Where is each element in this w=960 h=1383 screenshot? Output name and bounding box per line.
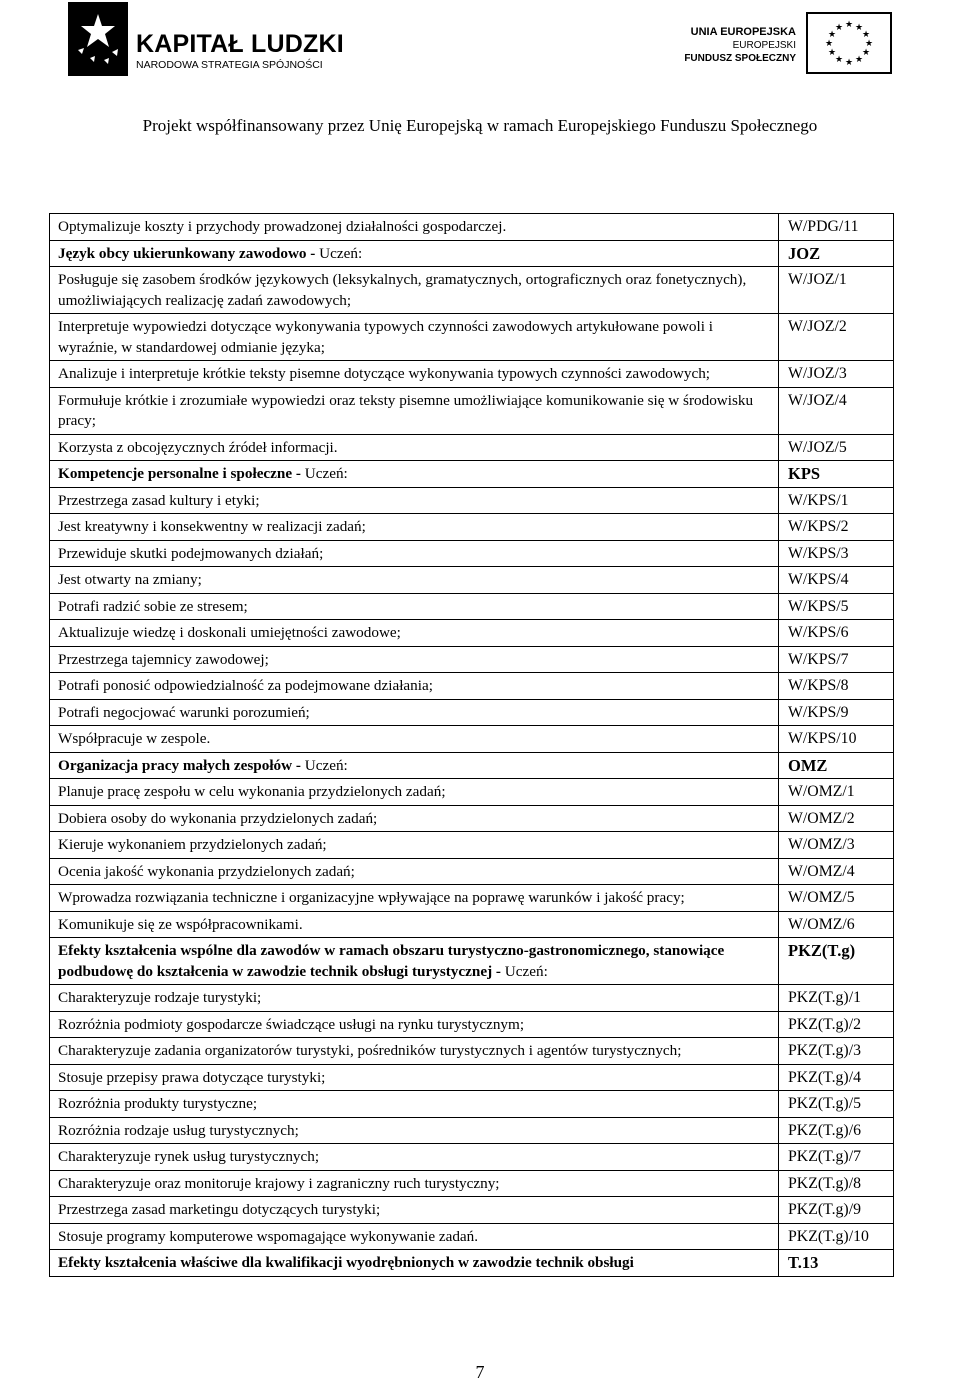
outcome-description: Komunikuje się ze współpracownikami.	[58, 915, 303, 933]
outcome-code: W/OMZ/2	[788, 809, 855, 827]
table-row	[50, 1144, 894, 1171]
outcome-description: Korzysta z obcojęzycznych źródeł informacji.	[58, 438, 338, 456]
outcome-description: Optymalizuje koszty i przychody prowadzonej działalności gospodarczej.	[58, 218, 507, 235]
outcome-description: Przestrzega tajemnicy zawodowej;	[58, 650, 269, 668]
outcome-code-cell	[779, 779, 894, 806]
outcome-description-cell	[50, 214, 779, 241]
svg-text:★: ★	[844, 58, 854, 68]
outcome-description-cell	[50, 985, 779, 1012]
outcome-code-cell	[779, 267, 894, 314]
outcome-description: Potrafi radzić sobie ze stresem;	[58, 597, 248, 615]
table-row	[50, 673, 894, 700]
outcome-code-cell	[779, 1197, 894, 1224]
section-title-cell	[50, 240, 779, 267]
outcome-description-cell	[50, 1117, 779, 1144]
outcome-description-cell	[50, 832, 779, 859]
outcome-description-cell	[50, 567, 779, 594]
svg-text:★: ★	[827, 48, 837, 58]
outcome-code-cell	[779, 646, 894, 673]
eu-logo-line1: UNIA EUROPEJSKA	[690, 26, 796, 38]
outcome-code-cell	[779, 858, 894, 885]
outcome-code: W/JOZ/3	[788, 365, 847, 382]
section-title: Efekty kształcenia właściwe dla kwalifikacji wyodrębnionych w zawodzie technik obsługi	[58, 1254, 634, 1271]
table-row	[50, 540, 894, 567]
outcome-code-cell	[779, 361, 894, 388]
outcome-code: W/OMZ/4	[788, 862, 855, 880]
outcome-description-cell	[50, 487, 779, 514]
outcome-code: W/KPS/1	[788, 491, 849, 509]
table-row	[50, 434, 894, 461]
outcome-code: W/OMZ/6	[788, 915, 855, 933]
outcome-description: Aktualizuje wiedzę i doskonali umiejętności zawodowe;	[58, 624, 401, 641]
svg-text:★: ★	[854, 23, 864, 33]
table-row	[50, 267, 894, 314]
outcome-description: Potrafi negocjować warunki porozumień;	[58, 703, 310, 721]
outcome-description: Przestrzega zasad marketingu dotyczących turystyki;	[58, 1201, 381, 1218]
outcome-description: Przewiduje skutki podejmowanych działań;	[58, 544, 324, 562]
section-title-cell	[50, 752, 779, 779]
outcome-description: Charakteryzuje rynek usług turystycznych;	[58, 1148, 320, 1165]
outcome-code: PKZ(T.g)/5	[788, 1095, 861, 1112]
outcome-description: Interpretuje wypowiedzi dotyczące wykonywania typowych czynności zawodowych artykułowane powoli i wyraźnie, w standardowej odmianie języka;	[58, 318, 713, 356]
outcome-code-cell	[779, 1170, 894, 1197]
table-row	[50, 858, 894, 885]
table-row	[50, 1170, 894, 1197]
outcome-code-cell	[779, 487, 894, 514]
outcome-description: Rozróżnia podmioty gospodarcze świadczące usługi na rynku turystycznym;	[58, 1015, 525, 1033]
outcome-description: Charakteryzuje rodzaje turystyki;	[58, 989, 262, 1006]
section-code: PKZ(T.g)	[788, 941, 856, 960]
outcome-description-cell	[50, 593, 779, 620]
outcome-description-cell	[50, 1064, 779, 1091]
outcome-description-cell	[50, 673, 779, 700]
table-row	[50, 726, 894, 753]
outcome-code-cell	[779, 314, 894, 361]
section-title-cell	[50, 1250, 779, 1277]
svg-text:★: ★	[834, 55, 844, 65]
outcome-description: Jest kreatywny i konsekwentny w realizacji zadań;	[58, 518, 366, 535]
outcome-code-cell	[779, 1064, 894, 1091]
section-title: Język obcy ukierunkowany zawodowo -	[58, 244, 320, 262]
outcome-code: W/OMZ/1	[788, 783, 855, 800]
table-row	[50, 620, 894, 647]
svg-text:★: ★	[861, 30, 871, 40]
kapital-ludzki-logo	[68, 2, 344, 78]
section-code-cell	[779, 461, 894, 488]
outcome-description: Współpracuje w zespole.	[58, 730, 211, 747]
outcome-description: Wprowadza rozwiązania techniczne i organizacyjne wpływające na poprawę warunków i jakość pracy;	[58, 889, 685, 906]
section-title-suffix: Uczeń:	[304, 465, 348, 482]
eu-logo-line2: EUROPEJSKI	[732, 40, 796, 51]
outcome-code: W/KPS/6	[788, 624, 849, 641]
outcome-description: Potrafi ponosić odpowiedzialność za podejmowane działania;	[58, 677, 433, 694]
table-row	[50, 1011, 894, 1038]
outcome-code-cell	[779, 1117, 894, 1144]
outcome-code: W/KPS/4	[788, 571, 849, 588]
table-row	[50, 911, 894, 938]
outcome-description-cell	[50, 858, 779, 885]
logo-subtitle: NARODOWA STRATEGIA SPÓJNOŚCI	[136, 59, 323, 71]
logo-title: KAPITAŁ LUDZKI	[136, 30, 344, 58]
outcome-description-cell	[50, 699, 779, 726]
table-row	[50, 985, 894, 1012]
outcome-code: PKZ(T.g)/9	[788, 1201, 861, 1218]
outcome-description-cell	[50, 805, 779, 832]
table-row	[50, 885, 894, 912]
outcome-description-cell	[50, 646, 779, 673]
outcome-description: Rozróżnia produkty turystyczne;	[58, 1095, 258, 1112]
outcome-code-cell	[779, 699, 894, 726]
outcome-code-cell	[779, 985, 894, 1012]
outcome-description-cell	[50, 911, 779, 938]
outcome-description-cell	[50, 540, 779, 567]
outcome-description: Analizuje i interpretuje krótkie teksty pisemne dotyczące wykonywania typowych czynności zawodowych;	[58, 365, 711, 382]
section-title: Organizacja pracy małych zespołów -	[58, 756, 305, 774]
outcome-description-cell	[50, 314, 779, 361]
outcome-code: W/OMZ/5	[788, 889, 855, 906]
outcome-description: Przestrzega zasad kultury i etyki;	[58, 491, 260, 509]
eu-flag-icon	[806, 12, 892, 74]
table-row	[50, 832, 894, 859]
table-row	[50, 314, 894, 361]
outcome-code-cell	[779, 1144, 894, 1171]
table-row	[50, 387, 894, 434]
outcome-code: PKZ(T.g)/8	[788, 1174, 861, 1192]
eu-logo-line3: FUNDUSZ SPOŁECZNY	[684, 53, 796, 64]
table-row	[50, 514, 894, 541]
outcome-description-cell	[50, 1144, 779, 1171]
outcome-code-cell	[779, 514, 894, 541]
svg-text:★: ★	[827, 30, 837, 40]
section-title: Kompetencje personalne i społeczne -	[58, 465, 305, 482]
table-row	[50, 214, 894, 241]
project-cofinancing-note: Projekt współfinansowany przez Unię Europejską w ramach Europejskiego Funduszu Społecznego	[142, 116, 818, 135]
outcome-description-cell	[50, 1170, 779, 1197]
section-code: T.13	[788, 1253, 819, 1272]
outcome-description: Charakteryzuje oraz monitoruje krajowy i zagraniczny ruch turystyczny;	[58, 1174, 500, 1192]
outcome-code-cell	[779, 593, 894, 620]
outcome-description: Formułuje krótkie i zrozumiałe wypowiedzi oraz teksty pisemne umożliwiające komunikowanie się w środowisku pracy;	[58, 391, 754, 429]
outcome-description: Kieruje wykonaniem przydzielonych zadań;	[58, 836, 327, 853]
table-row	[50, 1223, 894, 1250]
outcome-description: Posługuje się zasobem środków językowych (leksykalnych, gramatycznych, ortograficznych oraz fonetycznych), umożliwiających realizację zadań zawodowych;	[58, 271, 747, 309]
learning-outcomes-table	[49, 213, 894, 1277]
outcome-code-cell	[779, 1223, 894, 1250]
outcome-code: W/KPS/10	[788, 730, 857, 747]
table-row	[50, 779, 894, 806]
outcome-description-cell	[50, 434, 779, 461]
outcome-description-cell	[50, 1038, 779, 1065]
outcome-code-cell	[779, 434, 894, 461]
outcome-description-cell	[50, 514, 779, 541]
section-code: OMZ	[788, 755, 828, 775]
outcome-description: Planuje pracę zespołu w celu wykonania przydzielonych zadań;	[58, 783, 446, 800]
outcome-description-cell	[50, 267, 779, 314]
eu-logo	[660, 12, 892, 78]
outcome-code: PKZ(T.g)/6	[788, 1121, 861, 1139]
svg-text:★: ★	[861, 48, 871, 58]
kapital-ludzki-emblem-icon	[68, 2, 128, 76]
outcome-code: W/JOZ/1	[788, 271, 847, 288]
outcome-code-cell	[779, 726, 894, 753]
outcome-code: W/KPS/7	[788, 650, 849, 668]
section-title-suffix: Uczeń:	[304, 756, 348, 774]
outcome-code-cell	[779, 1091, 894, 1118]
section-code: KPS	[788, 464, 821, 483]
svg-text:★: ★	[834, 23, 844, 33]
section-code-cell	[779, 240, 894, 267]
outcome-description-cell	[50, 726, 779, 753]
svg-text:★: ★	[854, 55, 864, 65]
outcome-description: Ocenia jakość wykonania przydzielonych zadań;	[58, 862, 355, 880]
outcome-code-cell	[779, 567, 894, 594]
outcome-code: W/KPS/2	[788, 518, 849, 535]
outcome-code: PKZ(T.g)/7	[788, 1148, 861, 1165]
eu-logo-text	[684, 26, 796, 65]
outcome-code: PKZ(T.g)/1	[788, 989, 861, 1006]
section-code-cell	[779, 752, 894, 779]
table-row	[50, 1091, 894, 1118]
section-title-suffix: Uczeń:	[319, 244, 363, 262]
svg-text:★: ★	[864, 39, 874, 49]
section-header-row	[50, 1250, 894, 1277]
table-row	[50, 1038, 894, 1065]
outcome-description: Rozróżnia rodzaje usług turystycznych;	[58, 1121, 299, 1139]
outcome-code-cell	[779, 1038, 894, 1065]
outcome-description: Charakteryzuje zadania organizatorów turystyki, pośredników turystycznych i agentów turystycznych;	[58, 1042, 682, 1059]
table-row	[50, 1117, 894, 1144]
section-title-cell	[50, 461, 779, 488]
outcome-description-cell	[50, 1011, 779, 1038]
outcome-code: W/OMZ/3	[788, 836, 855, 853]
section-header-row	[50, 752, 894, 779]
outcome-code-cell	[779, 885, 894, 912]
outcome-code: PKZ(T.g)/3	[788, 1042, 861, 1059]
section-title-suffix: Uczeń:	[504, 962, 548, 980]
page-number: 7	[475, 1362, 485, 1382]
section-header-row	[50, 938, 894, 985]
table-row	[50, 361, 894, 388]
outcome-code: PKZ(T.g)/2	[788, 1015, 861, 1033]
outcome-description-cell	[50, 1223, 779, 1250]
table-row	[50, 487, 894, 514]
section-code: JOZ	[788, 243, 821, 263]
outcome-code: W/PDG/11	[788, 218, 859, 235]
table-row	[50, 1064, 894, 1091]
outcome-description-cell	[50, 779, 779, 806]
outcome-description: Stosuje programy komputerowe wspomagające wykonywanie zadań.	[58, 1227, 479, 1245]
outcome-description-cell	[50, 361, 779, 388]
outcome-description-cell	[50, 387, 779, 434]
outcome-code-cell	[779, 1011, 894, 1038]
outcome-code-cell	[779, 540, 894, 567]
outcome-code-cell	[779, 620, 894, 647]
outcome-code: W/JOZ/4	[788, 391, 847, 409]
outcome-code-cell	[779, 911, 894, 938]
outcome-description: Stosuje przepisy prawa dotyczące turystyki;	[58, 1068, 326, 1086]
outcome-code: W/JOZ/2	[788, 318, 847, 335]
outcome-description-cell	[50, 1197, 779, 1224]
section-code-cell	[779, 938, 894, 985]
outcome-code: PKZ(T.g)/10	[788, 1227, 869, 1245]
outcome-description: Jest otwarty na zmiany;	[58, 571, 202, 588]
table-row	[50, 699, 894, 726]
outcome-code: W/JOZ/5	[788, 438, 847, 456]
svg-text:★: ★	[844, 20, 854, 30]
outcome-code: W/KPS/8	[788, 677, 849, 694]
outcome-code-cell	[779, 387, 894, 434]
outcome-code-cell	[779, 832, 894, 859]
outcome-code-cell	[779, 214, 894, 241]
outcome-code: W/KPS/9	[788, 703, 849, 721]
section-header-row	[50, 461, 894, 488]
table-row	[50, 593, 894, 620]
outcome-description-cell	[50, 885, 779, 912]
outcome-description: Dobiera osoby do wykonania przydzielonych zadań;	[58, 809, 378, 827]
section-code-cell	[779, 1250, 894, 1277]
section-title-cell	[50, 938, 779, 985]
svg-text:★: ★	[824, 39, 834, 49]
outcome-description-cell	[50, 620, 779, 647]
table-row	[50, 805, 894, 832]
outcome-description-cell	[50, 1091, 779, 1118]
outcome-code: PKZ(T.g)/4	[788, 1068, 861, 1086]
table-row	[50, 1197, 894, 1224]
section-header-row	[50, 240, 894, 267]
learning-outcomes-table-body	[50, 214, 894, 1277]
outcome-code-cell	[779, 673, 894, 700]
outcome-code-cell	[779, 805, 894, 832]
table-row	[50, 646, 894, 673]
table-row	[50, 567, 894, 594]
outcome-code: W/KPS/3	[788, 544, 849, 562]
outcome-code: W/KPS/5	[788, 597, 849, 615]
section-title: Efekty kształcenia wspólne dla zawodów w ramach obszaru turystyczno-gastronomicznego, stanowiące podbudowę do kształcenia w zawodzie technik obsługi turystycznej -	[58, 942, 725, 980]
